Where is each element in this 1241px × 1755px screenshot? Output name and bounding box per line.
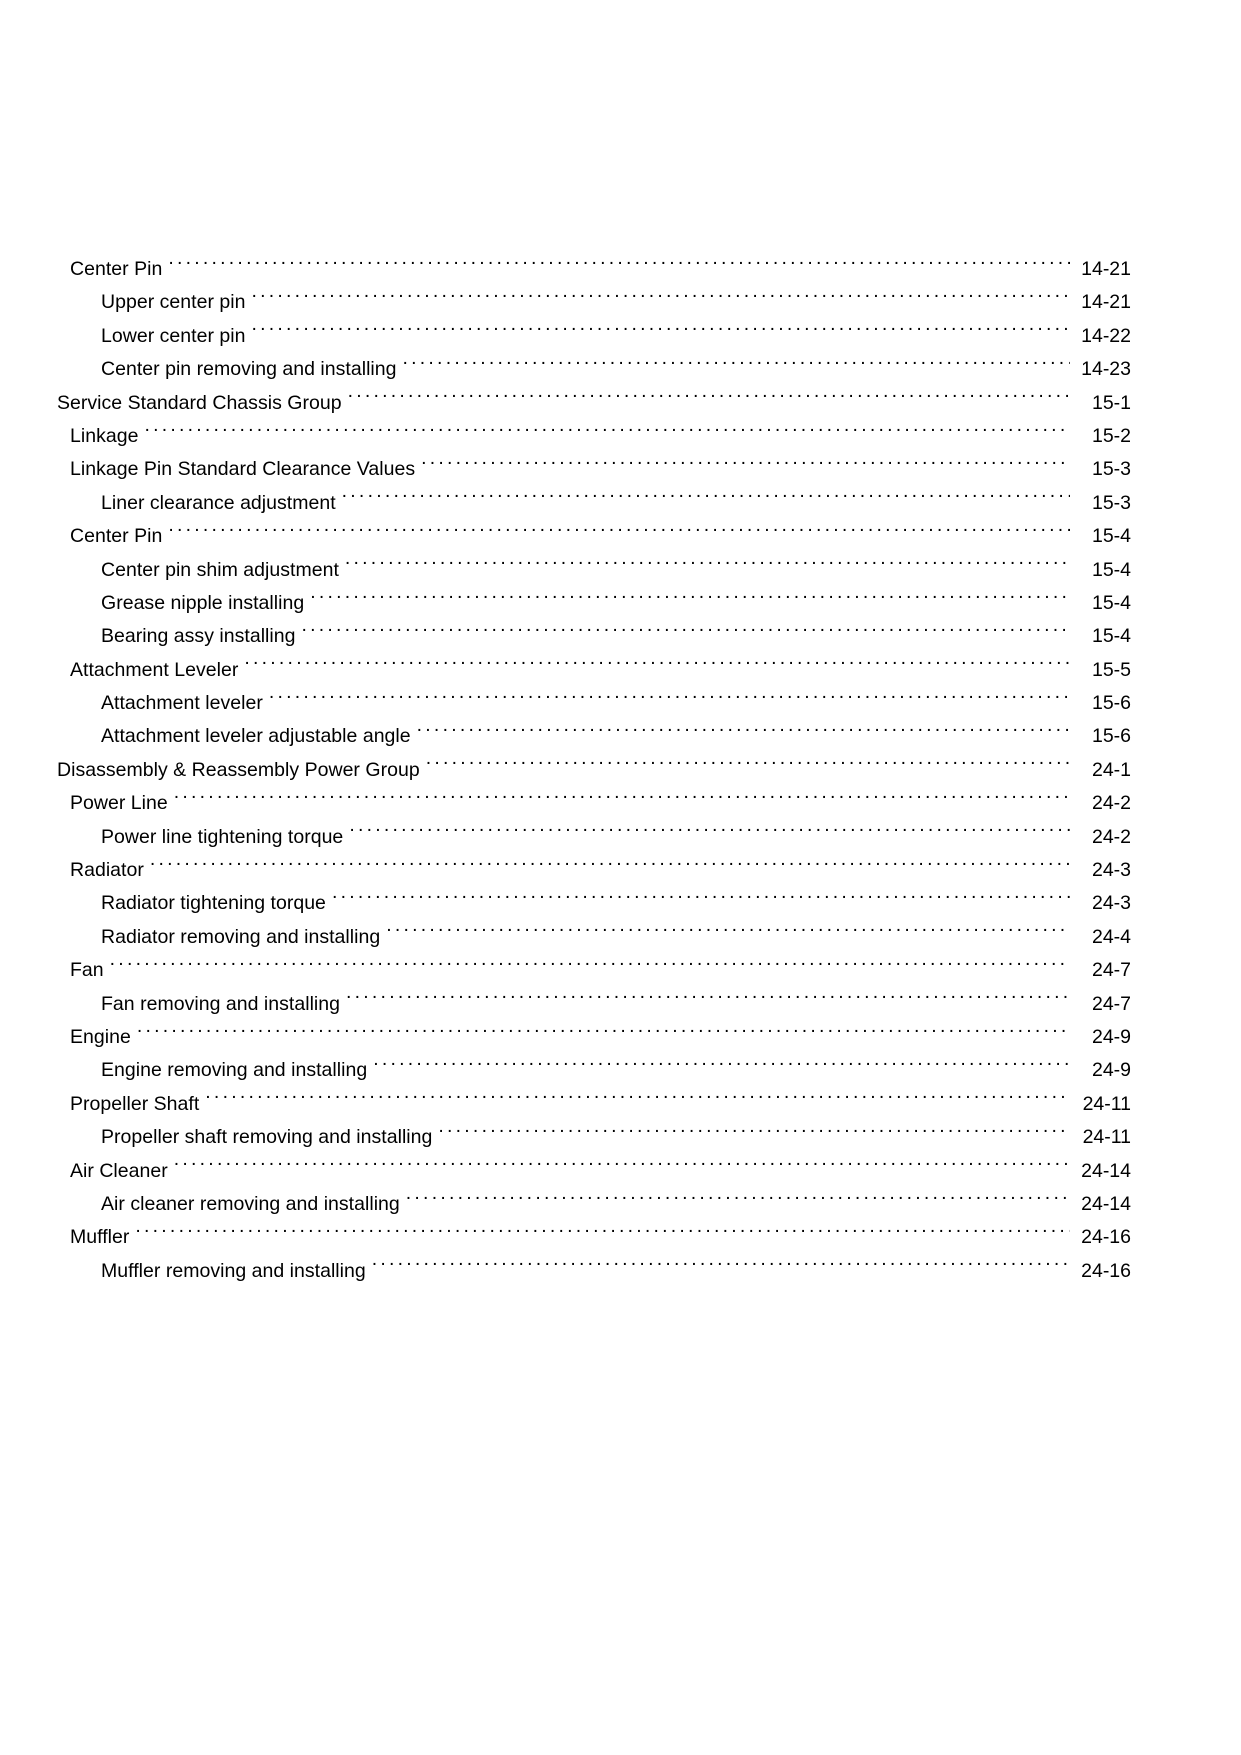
toc-dot-leader <box>373 1060 1070 1076</box>
toc-entry-page-number: 15-4 <box>1091 558 1131 581</box>
toc-dot-leader <box>110 960 1070 976</box>
toc-dot-leader <box>346 994 1070 1010</box>
toc-entry-label: Center Pin <box>70 258 163 280</box>
table-of-contents <box>57 253 1131 1288</box>
toc-entry[interactable] <box>57 320 1131 353</box>
toc-dot-leader <box>310 593 1070 609</box>
toc-entry-page-number: 15-2 <box>1091 424 1131 447</box>
toc-dot-leader <box>349 827 1070 843</box>
toc-entry-label: Liner clearance adjustment <box>101 491 336 514</box>
toc-entry-label: Lower center pin <box>101 324 246 347</box>
toc-entry[interactable] <box>57 420 1131 453</box>
toc-entry[interactable] <box>57 754 1131 787</box>
toc-entry[interactable] <box>57 921 1131 954</box>
toc-entry[interactable] <box>57 821 1131 854</box>
toc-entry-label: Service Standard Chassis Group <box>57 391 342 414</box>
toc-dot-leader <box>301 626 1070 642</box>
toc-entry[interactable] <box>57 988 1131 1021</box>
toc-entry-label: Attachment leveler <box>101 692 263 715</box>
toc-entry[interactable] <box>57 1054 1131 1087</box>
toc-entry[interactable] <box>57 554 1131 587</box>
toc-entry-page-number: 15-1 <box>1091 391 1131 414</box>
toc-dot-leader <box>174 793 1070 809</box>
toc-entry-page-number: 15-6 <box>1091 725 1131 748</box>
toc-entry-label: Air cleaner removing and installing <box>101 1192 400 1215</box>
toc-entry-page-number: 24-11 <box>1082 1092 1131 1115</box>
toc-dot-leader <box>421 459 1070 475</box>
toc-entry-page-number: 24-2 <box>1091 792 1131 815</box>
toc-entry[interactable] <box>57 587 1131 620</box>
toc-entry-label: Grease nipple installing <box>101 591 305 614</box>
toc-dot-leader <box>205 1094 1070 1110</box>
toc-dot-leader <box>406 1194 1070 1210</box>
toc-entry-label: Disassembly & Reassembly Power Group <box>57 758 420 781</box>
toc-entry-page-number: 24-9 <box>1091 1025 1131 1048</box>
toc-entry-label: Propeller shaft removing and installing <box>101 1126 433 1149</box>
toc-entry[interactable] <box>57 1121 1131 1154</box>
toc-entry[interactable] <box>57 1255 1131 1288</box>
toc-entry[interactable] <box>57 687 1131 720</box>
toc-dot-leader <box>386 927 1070 943</box>
toc-entry-label: Muffler <box>70 1226 130 1249</box>
toc-entry-page-number: 15-4 <box>1091 525 1131 548</box>
toc-dot-leader <box>342 493 1070 509</box>
toc-dot-leader <box>135 1227 1070 1243</box>
toc-entry-page-number: 24-1 <box>1091 758 1131 781</box>
toc-dot-leader <box>252 326 1071 342</box>
toc-dot-leader <box>417 726 1070 742</box>
toc-entry-label: Attachment leveler adjustable angle <box>101 725 411 748</box>
toc-entry-page-number: 15-3 <box>1091 491 1131 514</box>
toc-entry[interactable] <box>57 387 1131 420</box>
toc-entry-page-number: 24-14 <box>1081 1192 1131 1215</box>
toc-dot-leader <box>150 860 1070 876</box>
toc-entry[interactable] <box>57 654 1131 687</box>
toc-entry[interactable] <box>57 787 1131 820</box>
toc-entry[interactable] <box>57 520 1131 553</box>
toc-entry-page-number: 24-9 <box>1091 1059 1131 1082</box>
toc-dot-leader <box>372 1261 1070 1277</box>
toc-entry[interactable] <box>57 1155 1131 1188</box>
toc-entry-label: Fan <box>70 959 104 982</box>
toc-entry-label: Radiator <box>70 859 144 882</box>
toc-entry-page-number: 14-23 <box>1081 358 1131 381</box>
toc-entry-label: Radiator tightening torque <box>101 892 326 915</box>
toc-entry[interactable] <box>57 854 1131 887</box>
toc-entry-label: Attachment Leveler <box>70 658 239 681</box>
toc-entry[interactable] <box>57 353 1131 386</box>
toc-entry[interactable] <box>57 453 1131 486</box>
toc-entry[interactable] <box>57 253 1131 286</box>
toc-entry-page-number: 15-3 <box>1091 458 1131 481</box>
toc-entry-page-number: 24-4 <box>1091 925 1131 948</box>
toc-entry-page-number: 24-7 <box>1091 959 1131 982</box>
toc-entry-page-number: 24-3 <box>1091 859 1131 882</box>
toc-entry-label: Air Cleaner <box>70 1159 168 1182</box>
toc-entry-label: Power line tightening torque <box>101 825 344 848</box>
toc-dot-leader <box>348 393 1070 409</box>
toc-entry-page-number: 24-11 <box>1082 1126 1131 1149</box>
toc-entry-label: Upper center pin <box>101 291 246 314</box>
toc-dot-leader <box>168 259 1070 275</box>
toc-dot-leader <box>426 760 1070 776</box>
toc-dot-leader <box>438 1127 1070 1143</box>
toc-dot-leader <box>174 1161 1070 1177</box>
toc-entry-page-number: 24-7 <box>1091 992 1131 1015</box>
toc-entry-label: Linkage <box>70 424 139 447</box>
toc-entry-page-number: 15-5 <box>1091 658 1131 681</box>
toc-entry[interactable] <box>57 1088 1131 1121</box>
toc-entry[interactable] <box>57 620 1131 653</box>
toc-entry[interactable] <box>57 954 1131 987</box>
toc-dot-leader <box>137 1027 1070 1043</box>
toc-entry[interactable] <box>57 1221 1131 1254</box>
toc-entry-label: Propeller Shaft <box>70 1092 200 1115</box>
toc-dot-leader <box>168 526 1070 542</box>
toc-entry-label: Center Pin <box>70 525 163 548</box>
toc-dot-leader <box>345 560 1070 576</box>
toc-entry-label: Center pin shim adjustment <box>101 558 339 581</box>
toc-entry-label: Radiator removing and installing <box>101 925 381 948</box>
toc-entry-page-number: 15-4 <box>1091 591 1131 614</box>
toc-entry-page-number: 14-22 <box>1081 324 1131 347</box>
toc-entry-page-number: 24-16 <box>1081 1259 1131 1282</box>
toc-entry-page-number: 14-21 <box>1081 291 1131 314</box>
toc-entry-page-number: 24-3 <box>1091 892 1131 915</box>
toc-dot-leader <box>244 660 1070 676</box>
toc-entry[interactable] <box>57 487 1131 520</box>
toc-entry-page-number: 24-14 <box>1081 1159 1131 1182</box>
toc-entry-label: Engine removing and installing <box>101 1059 368 1082</box>
toc-entry-page-number: 24-16 <box>1081 1226 1131 1249</box>
toc-entry-page-number: 15-4 <box>1091 625 1131 648</box>
toc-entry[interactable] <box>57 1188 1131 1221</box>
toc-entry[interactable] <box>57 887 1131 920</box>
toc-entry-page-number: 15-6 <box>1091 692 1131 715</box>
toc-entry-label: Bearing assy installing <box>101 625 296 648</box>
toc-entry[interactable] <box>57 286 1131 319</box>
toc-entry-label: Engine <box>70 1025 131 1048</box>
toc-entry[interactable] <box>57 1021 1131 1054</box>
toc-entry-label: Center pin removing and installing <box>101 358 397 381</box>
toc-dot-leader <box>144 426 1070 442</box>
toc-entry-label: Linkage Pin Standard Clearance Values <box>70 458 416 481</box>
toc-dot-leader <box>332 893 1070 909</box>
toc-dot-leader <box>252 292 1071 308</box>
toc-entry-label: Power Line <box>70 792 168 815</box>
toc-dot-leader <box>269 693 1070 709</box>
toc-entry-label: Fan removing and installing <box>101 992 341 1015</box>
toc-entry-label: Muffler removing and installing <box>101 1259 366 1282</box>
toc-entry-page-number: 24-2 <box>1091 825 1131 848</box>
toc-entry[interactable] <box>57 720 1131 753</box>
toc-entry-page-number: 14-21 <box>1081 258 1131 280</box>
toc-dot-leader <box>403 359 1070 375</box>
